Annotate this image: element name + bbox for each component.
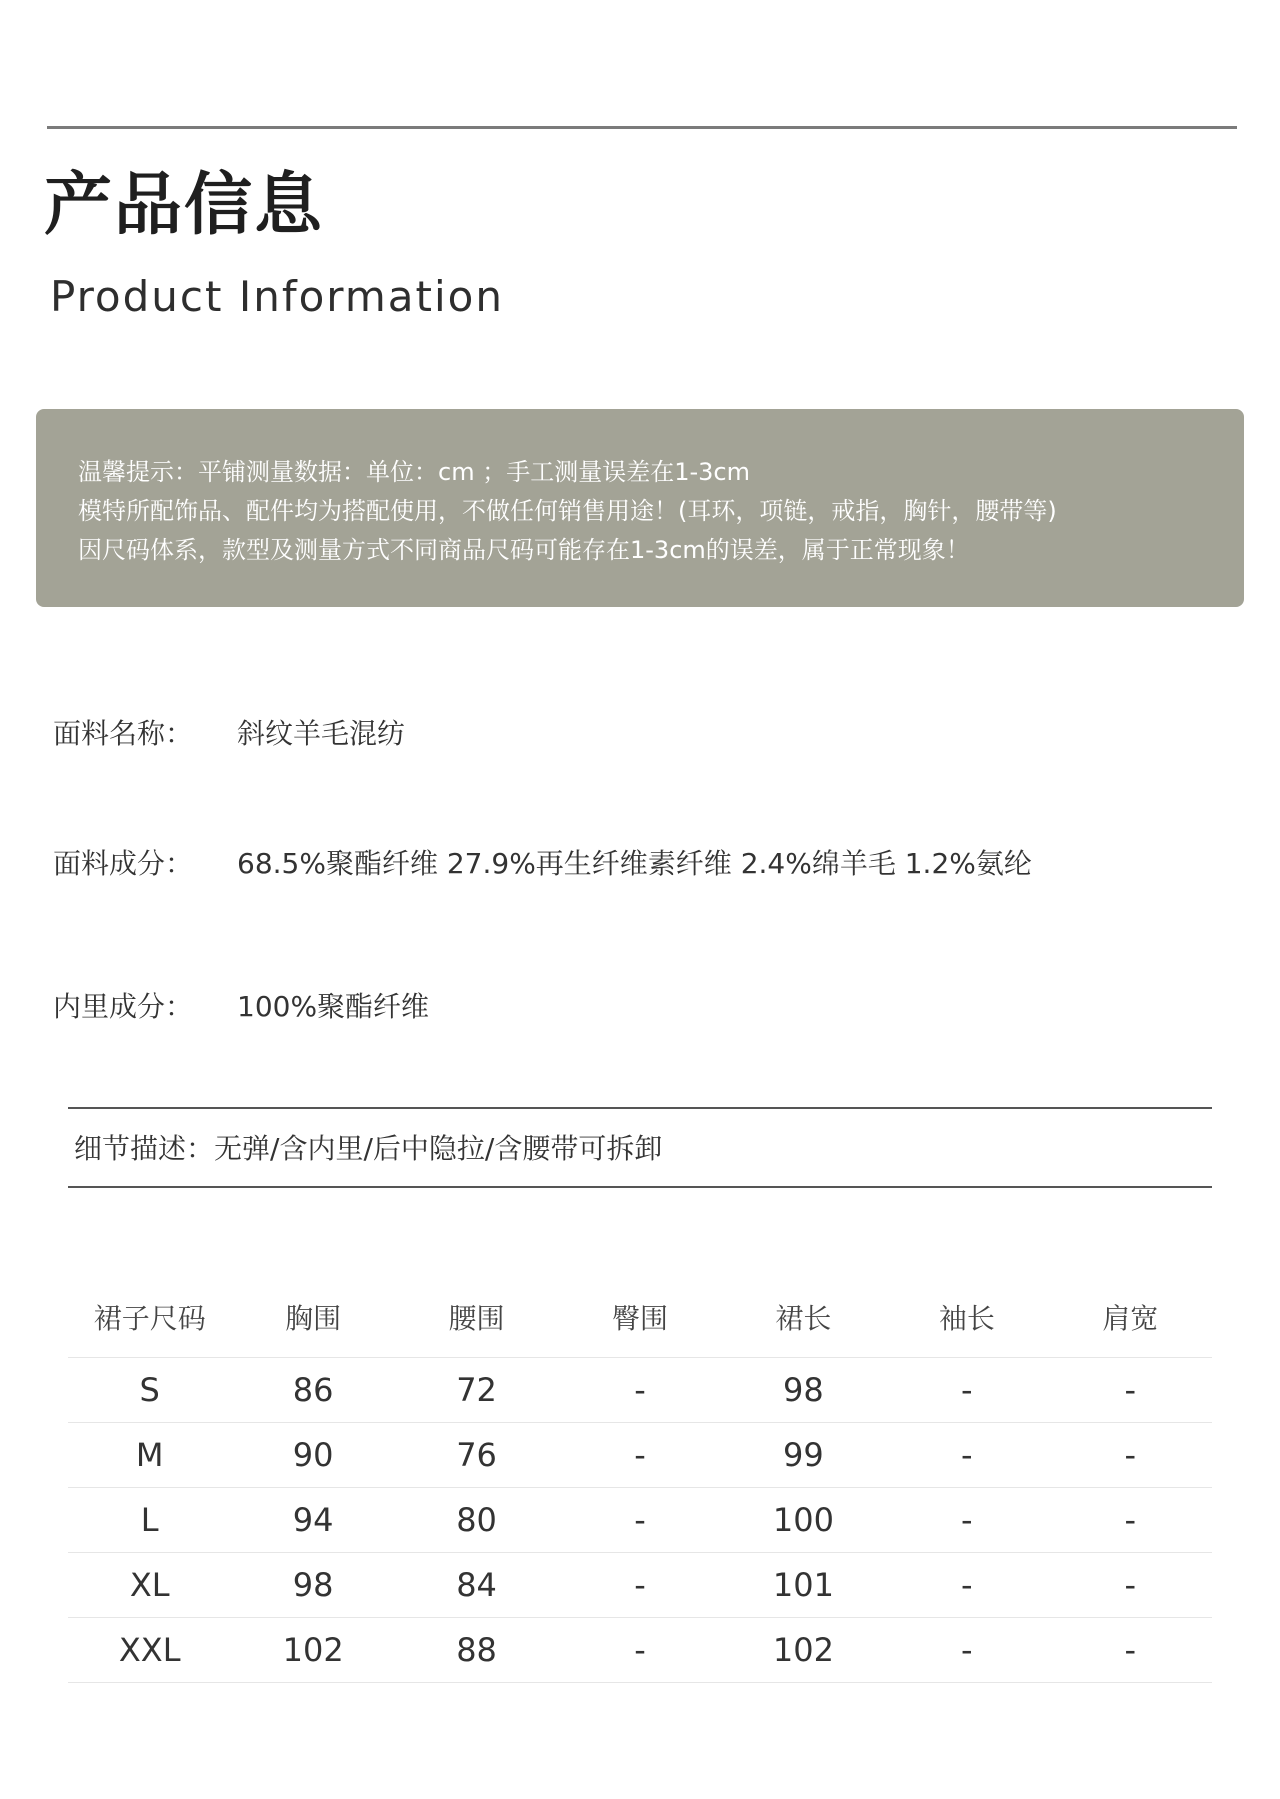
size-table [68, 1297, 1212, 1683]
table-cell: 101 [722, 1553, 885, 1618]
fabric-composition-label: 面料成分： [53, 847, 194, 880]
table-cell: 90 [231, 1423, 394, 1488]
header-divider [47, 126, 1237, 129]
notice-box [36, 409, 1244, 607]
table-cell: - [885, 1358, 1048, 1423]
lining-label: 内里成分： [53, 990, 194, 1023]
table-cell: 98 [231, 1553, 394, 1618]
fabric-composition-row [53, 842, 1032, 882]
table-cell: 80 [395, 1488, 558, 1553]
table-cell: L [68, 1488, 231, 1553]
notice-line: 温馨提示：平铺测量数据：单位：cm ；手工测量误差在1-3cm [78, 458, 750, 486]
table-cell: - [1049, 1618, 1212, 1683]
table-row [68, 1488, 1212, 1553]
details-bottom-divider [68, 1186, 1212, 1188]
table-cell: 86 [231, 1358, 394, 1423]
table-cell: - [1049, 1358, 1212, 1423]
table-cell: - [1049, 1553, 1212, 1618]
table-cell: - [558, 1553, 721, 1618]
table-cell: 98 [722, 1358, 885, 1423]
details-label: 细节描述： [74, 1132, 215, 1165]
size-table-header [68, 1297, 1212, 1358]
details-top-divider [68, 1107, 1212, 1109]
header-length: 裙长 [722, 1297, 885, 1358]
table-cell: - [558, 1618, 721, 1683]
header-hip: 臀围 [558, 1297, 721, 1358]
table-cell: - [1049, 1488, 1212, 1553]
details-value: 无弹/含内里/后中隐拉/含腰带可拆卸 [214, 1132, 663, 1165]
table-cell: - [1049, 1423, 1212, 1488]
table-cell: - [558, 1488, 721, 1553]
table-cell: S [68, 1358, 231, 1423]
header-size: 裙子尺码 [68, 1297, 231, 1358]
lining-value: 100%聚酯纤维 [237, 990, 430, 1023]
page-subtitle: Product Information [50, 272, 504, 321]
table-row [68, 1618, 1212, 1683]
table-cell: XXL [68, 1618, 231, 1683]
table-row [68, 1553, 1212, 1618]
table-cell: - [885, 1618, 1048, 1683]
table-cell: M [68, 1423, 231, 1488]
table-cell: 102 [231, 1618, 394, 1683]
table-cell: - [885, 1553, 1048, 1618]
table-cell: XL [68, 1553, 231, 1618]
fabric-composition-value: 68.5%聚酯纤维 27.9%再生纤维素纤维 2.4%绵羊毛 1.2%氨纶 [237, 847, 1032, 880]
table-cell: 76 [395, 1423, 558, 1488]
table-row [68, 1358, 1212, 1423]
details-row [74, 1127, 662, 1167]
header-sleeve: 袖长 [885, 1297, 1048, 1358]
table-cell: 94 [231, 1488, 394, 1553]
header-shoulder: 肩宽 [1049, 1297, 1212, 1358]
fabric-name-row [53, 712, 405, 752]
table-cell: - [558, 1358, 721, 1423]
table-cell: 102 [722, 1618, 885, 1683]
table-cell: - [558, 1423, 721, 1488]
table-cell: - [885, 1488, 1048, 1553]
fabric-name-value: 斜纹羊毛混纺 [237, 717, 406, 750]
table-cell: - [885, 1423, 1048, 1488]
table-cell: 100 [722, 1488, 885, 1553]
header-waist: 腰围 [395, 1297, 558, 1358]
table-cell: 88 [395, 1618, 558, 1683]
lining-row [53, 985, 429, 1025]
table-row [68, 1423, 1212, 1488]
table-cell: 72 [395, 1358, 558, 1423]
notice-line: 因尺码体系，款型及测量方式不同商品尺码可能存在1-3cm的误差，属于正常现象！ [78, 536, 970, 564]
header-bust: 胸围 [231, 1297, 394, 1358]
fabric-name-label: 面料名称： [53, 717, 194, 750]
table-cell: 84 [395, 1553, 558, 1618]
page-title: 产品信息 [44, 166, 325, 245]
table-cell: 99 [722, 1423, 885, 1488]
notice-line: 模特所配饰品、配件均为搭配使用，不做任何销售用途！(耳环，项链，戒指，胸针，腰带等) [78, 497, 1057, 525]
